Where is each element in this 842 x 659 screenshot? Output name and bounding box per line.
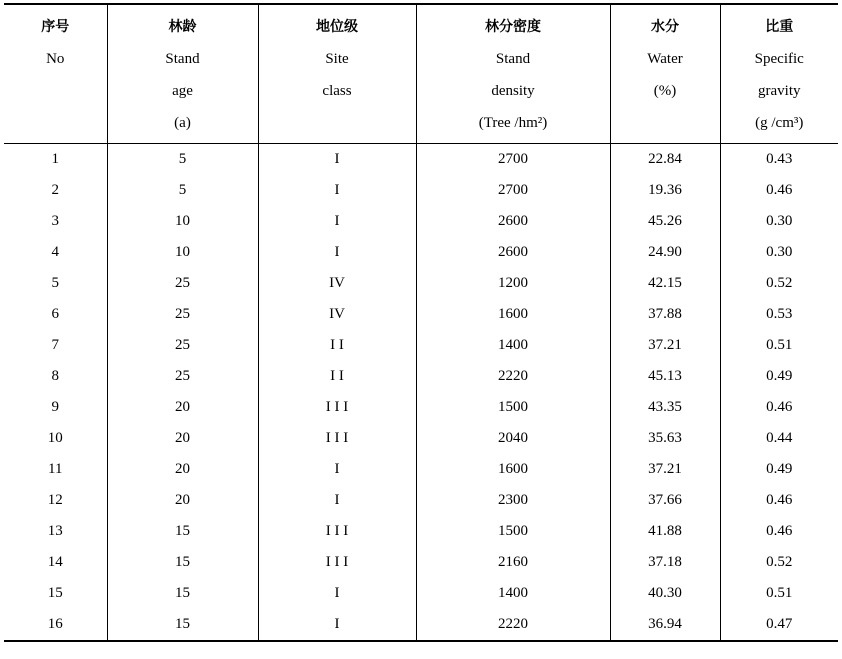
header-en: gravity xyxy=(758,83,801,99)
cell-water: 45.13 xyxy=(610,361,720,392)
table-row xyxy=(4,609,838,641)
cell-no: 13 xyxy=(47,523,63,539)
cell-stand-density: 1600 xyxy=(416,299,610,330)
cell-water: 22.84 xyxy=(610,144,720,176)
cell-no: 4 xyxy=(51,244,59,260)
cell-specific-gravity: 0.51 xyxy=(720,330,838,361)
cell-water: 37.66 xyxy=(610,485,720,516)
cell-stand-age: 25 xyxy=(107,268,258,299)
header-stand-age xyxy=(107,4,258,144)
cell-stand-age: 15 xyxy=(107,578,258,609)
table-row xyxy=(4,578,838,609)
cell-water: 42.15 xyxy=(610,268,720,299)
cell-site-class: IV xyxy=(258,299,416,330)
cell-no: 14 xyxy=(47,554,63,570)
cell-water: 45.26 xyxy=(610,206,720,237)
table-row xyxy=(4,423,838,454)
cell-stand-density: 2220 xyxy=(416,361,610,392)
cell-specific-gravity: 0.46 xyxy=(720,392,838,423)
cell-site-class: I I I xyxy=(258,547,416,578)
cell-stand-density: 2600 xyxy=(416,237,610,268)
cell-site-class: I I xyxy=(258,330,416,361)
header-en: Site xyxy=(325,51,349,67)
table-row xyxy=(4,516,838,547)
cell-site-class: I xyxy=(258,609,416,641)
header-zh: 林龄 xyxy=(168,19,197,35)
cell-no: 5 xyxy=(51,275,59,291)
header-en: Stand xyxy=(495,51,531,67)
cell-site-class: I I I xyxy=(258,423,416,454)
cell-stand-age: 15 xyxy=(107,516,258,547)
header-row xyxy=(4,4,838,144)
header-en: (Tree /hm²) xyxy=(478,115,548,131)
cell-stand-age: 20 xyxy=(107,454,258,485)
cell-no: 9 xyxy=(51,399,59,415)
cell-specific-gravity: 0.52 xyxy=(720,268,838,299)
cell-no: 10 xyxy=(47,430,63,446)
header-site-class xyxy=(258,4,416,144)
table-row xyxy=(4,144,838,176)
cell-specific-gravity: 0.49 xyxy=(720,361,838,392)
cell-stand-density: 2600 xyxy=(416,206,610,237)
cell-stand-age: 15 xyxy=(107,547,258,578)
cell-water: 24.90 xyxy=(610,237,720,268)
cell-no: 2 xyxy=(51,182,59,198)
cell-stand-density: 1500 xyxy=(416,516,610,547)
header-en: density xyxy=(491,83,535,99)
cell-stand-density: 1200 xyxy=(416,268,610,299)
header-en: age xyxy=(172,83,193,99)
cell-specific-gravity: 0.44 xyxy=(720,423,838,454)
cell-specific-gravity: 0.30 xyxy=(720,237,838,268)
cell-site-class: I xyxy=(258,454,416,485)
table-row xyxy=(4,392,838,423)
cell-site-class: I xyxy=(258,237,416,268)
cell-no: 3 xyxy=(51,213,59,229)
cell-site-class: I I I xyxy=(258,516,416,547)
table-row xyxy=(4,361,838,392)
table-body xyxy=(4,144,838,642)
header-en: No xyxy=(46,51,65,67)
cell-specific-gravity: 0.46 xyxy=(720,175,838,206)
header-zh: 地位级 xyxy=(316,19,358,35)
cell-stand-age: 25 xyxy=(107,330,258,361)
cell-stand-age: 10 xyxy=(107,237,258,268)
table-row xyxy=(4,175,838,206)
data-table xyxy=(4,3,838,642)
cell-stand-density: 1600 xyxy=(416,454,610,485)
table-row xyxy=(4,547,838,578)
cell-stand-age: 5 xyxy=(107,144,258,176)
cell-stand-density: 2700 xyxy=(416,144,610,176)
cell-no: 11 xyxy=(48,461,63,477)
table-header xyxy=(4,4,838,144)
cell-water: 37.18 xyxy=(610,547,720,578)
cell-site-class: I xyxy=(258,485,416,516)
cell-stand-age: 20 xyxy=(107,392,258,423)
cell-specific-gravity: 0.46 xyxy=(720,516,838,547)
cell-stand-density: 2220 xyxy=(416,609,610,641)
header-en: class xyxy=(322,83,352,99)
cell-stand-age: 25 xyxy=(107,299,258,330)
cell-site-class: I xyxy=(258,144,416,176)
header-water xyxy=(610,4,720,144)
cell-specific-gravity: 0.30 xyxy=(720,206,838,237)
cell-specific-gravity: 0.52 xyxy=(720,547,838,578)
header-en: Specific xyxy=(754,51,804,67)
cell-stand-density: 1400 xyxy=(416,330,610,361)
cell-no: 12 xyxy=(47,492,63,508)
cell-stand-age: 15 xyxy=(107,609,258,641)
cell-site-class: I xyxy=(258,206,416,237)
cell-specific-gravity: 0.51 xyxy=(720,578,838,609)
cell-no: 1 xyxy=(51,151,59,167)
cell-specific-gravity: 0.47 xyxy=(720,609,838,641)
cell-site-class: I xyxy=(258,578,416,609)
cell-specific-gravity: 0.46 xyxy=(720,485,838,516)
cell-stand-age: 25 xyxy=(107,361,258,392)
header-no xyxy=(4,4,107,144)
cell-water: 19.36 xyxy=(610,175,720,206)
cell-water: 35.63 xyxy=(610,423,720,454)
cell-no: 7 xyxy=(51,337,59,353)
header-stand-density xyxy=(416,4,610,144)
header-zh: 林分密度 xyxy=(485,19,541,35)
table-row xyxy=(4,299,838,330)
cell-stand-age: 20 xyxy=(107,485,258,516)
table-row xyxy=(4,485,838,516)
cell-stand-age: 10 xyxy=(107,206,258,237)
cell-no: 6 xyxy=(51,306,59,322)
cell-stand-density: 2700 xyxy=(416,175,610,206)
table-row xyxy=(4,268,838,299)
cell-specific-gravity: 0.49 xyxy=(720,454,838,485)
cell-specific-gravity: 0.53 xyxy=(720,299,838,330)
cell-water: 43.35 xyxy=(610,392,720,423)
cell-site-class: I xyxy=(258,175,416,206)
header-specific-gravity xyxy=(720,4,838,144)
cell-stand-density: 2040 xyxy=(416,423,610,454)
cell-no: 8 xyxy=(51,368,59,384)
cell-stand-age: 20 xyxy=(107,423,258,454)
cell-water: 37.21 xyxy=(610,454,720,485)
header-zh: 水分 xyxy=(651,19,679,35)
cell-site-class: I I I xyxy=(258,392,416,423)
header-zh: 比重 xyxy=(765,19,794,35)
cell-site-class: I I xyxy=(258,361,416,392)
cell-water: 37.88 xyxy=(610,299,720,330)
header-en: (g /cm³) xyxy=(755,115,804,131)
table-row xyxy=(4,330,838,361)
table-row xyxy=(4,454,838,485)
cell-water: 36.94 xyxy=(610,609,720,641)
table-row xyxy=(4,237,838,268)
table-row xyxy=(4,206,838,237)
cell-water: 41.88 xyxy=(610,516,720,547)
cell-stand-density: 1500 xyxy=(416,392,610,423)
cell-water: 40.30 xyxy=(610,578,720,609)
header-zh: 序号 xyxy=(41,19,70,35)
cell-stand-density: 2300 xyxy=(416,485,610,516)
cell-stand-density: 1400 xyxy=(416,578,610,609)
header-en: (a) xyxy=(174,115,191,131)
cell-stand-age: 5 xyxy=(107,175,258,206)
cell-no: 15 xyxy=(47,585,63,601)
cell-no: 16 xyxy=(4,609,107,641)
header-en: Stand xyxy=(165,51,200,67)
cell-water: 37.21 xyxy=(610,330,720,361)
header-en: Water xyxy=(647,51,683,67)
cell-specific-gravity: 0.43 xyxy=(720,144,838,176)
header-en: (%) xyxy=(653,83,677,99)
cell-site-class: IV xyxy=(258,268,416,299)
cell-stand-density: 2160 xyxy=(416,547,610,578)
